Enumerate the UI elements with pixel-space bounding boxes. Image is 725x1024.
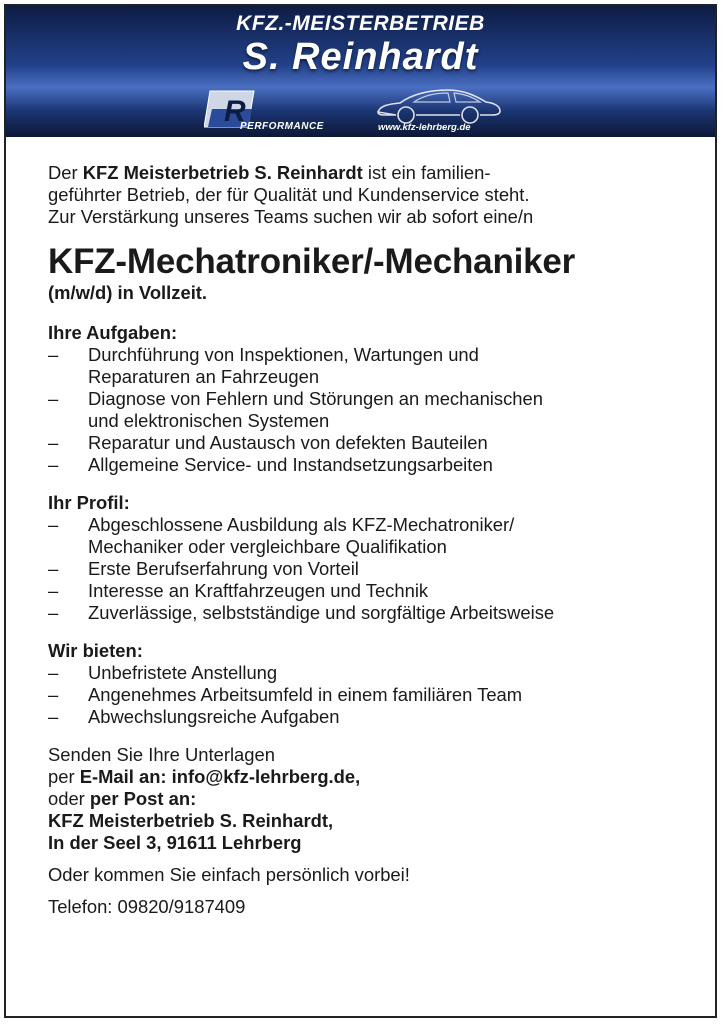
list-item-text: Abgeschlossene Ausbildung als KFZ-Mechatroniker/ [88,514,515,535]
aufgaben-list [48,344,688,476]
list-item [48,662,688,684]
contact-line-1: Senden Sie Ihre Unterlagen [48,744,275,765]
list-item-text: Allgemeine Service- und Instandsetzungsarbeiten [88,454,493,475]
list-item-text: Mechaniker oder vergleichbare Qualifikation [88,536,447,557]
intro-line-3: Zur Verstärkung unseres Teams suchen wir ab sofort eine/n [48,206,534,227]
website-label: www.kfz-lehrberg.de [378,122,471,133]
profil-list [48,514,688,624]
phone-number[interactable]: Telefon: 09820/9187409 [48,896,246,917]
ad-content [48,162,688,918]
list-item [48,388,688,432]
intro-text: ist ein familien- [362,162,491,183]
list-item [48,514,688,558]
list-item [48,580,688,602]
header-top-line: KFZ.-MEISTERBETRIEB [236,12,485,35]
list-item-text: Angenehmes Arbeitsumfeld in einem familiären Team [88,684,523,705]
list-item [48,684,688,706]
list-item-text: Diagnose von Fehlern und Störungen an mechanischen [88,388,543,409]
list-item-text: und elektronischen Systemen [88,410,330,431]
contact-post-line [48,788,688,810]
list-item [48,454,688,476]
list-item-text: Zuverlässige, selbstständige und sorgfältige Arbeitsweise [88,602,555,623]
list-item [48,344,688,388]
visit-note: Oder kommen Sie einfach persönlich vorbei! [48,864,410,885]
section-heading-profil: Ihr Profil: [48,492,130,513]
contact-email[interactable]: E-Mail an: info@kfz-lehrberg.de, [79,766,361,787]
intro-line-1 [48,162,688,184]
contact-post-label: per Post an: [89,788,197,809]
performance-label: PERFORMANCE [240,121,324,132]
company-name: S. Reinhardt [242,36,479,78]
contact-address: In der Seel 3, 91611 Lehrberg [48,832,302,853]
logo-letter: R [224,95,246,128]
contact-email-line [48,766,688,788]
bieten-list [48,662,688,728]
list-item [48,602,688,624]
list-item [48,706,688,728]
contact-text: oder [48,788,90,809]
intro-text: Der [48,162,83,183]
section-heading-aufgaben: Ihre Aufgaben: [48,322,178,343]
list-item-text: Interesse an Kraftfahrzeugen und Technik [88,580,429,601]
contact-block [48,744,688,854]
job-title: KFZ-Mechatroniker/-Mechaniker [48,242,576,281]
intro-company: KFZ Meisterbetrieb S. Reinhardt [82,162,363,183]
list-item [48,558,688,580]
car-outline-icon [374,84,504,124]
job-subtitle: (m/w/d) in Vollzeit. [48,282,208,303]
contact-text: per [48,766,80,787]
contact-company: KFZ Meisterbetrieb S. Reinhardt, [48,810,334,831]
list-item-text: Abwechslungsreiche Aufgaben [88,706,340,727]
list-item-text: Erste Berufserfahrung von Vorteil [88,558,359,579]
company-header [6,6,715,137]
section-heading-bieten: Wir bieten: [48,640,143,661]
list-item [48,432,688,454]
list-item-text: Reparatur und Austausch von defekten Bauteilen [88,432,488,453]
list-item-text: Reparaturen an Fahrzeugen [88,366,320,387]
list-item-text: Unbefristete Anstellung [88,662,278,683]
list-item-text: Durchführung von Inspektionen, Wartungen und [88,344,479,365]
intro-line-2: geführter Betrieb, der für Qualität und Kundenservice steht. [48,184,530,205]
